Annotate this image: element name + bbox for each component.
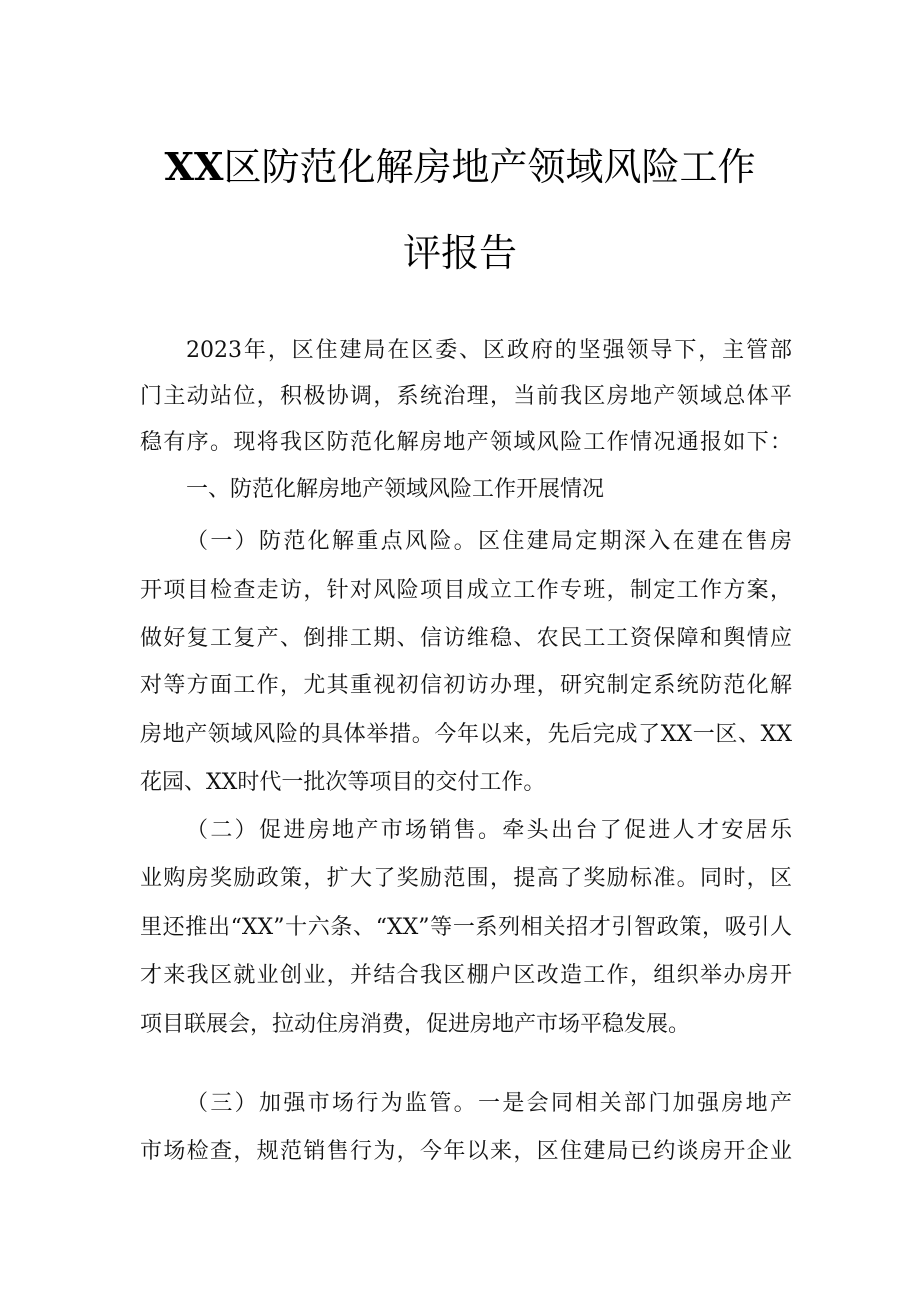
title-prefix: XX <box>164 144 224 189</box>
paragraph-line: 房地产领域风险的具体举措。今年以来，先后完成了XX一区、XX <box>140 722 792 747</box>
paragraph-line: 门主动站位，积极协调，系统治理，当前我区房地产领域总体平 <box>140 384 792 409</box>
paragraph-line: 稳有序。现将我区防范化解房地产领域风险工作情况通报如下： <box>140 430 792 455</box>
paragraph-line: 才来我区就业创业，并结合我区棚户区改造工作，组织举办房开 <box>140 963 792 988</box>
paragraph-line: 对等方面工作，尤其重视初信初访办理，研究制定系统防范化解 <box>140 673 792 698</box>
paragraph-line: 做好复工复产、倒排工期、信访维稳、农民工工资保障和舆情应 <box>140 626 792 651</box>
paragraph-line: 市场检查，规范销售行为，今年以来，区住建局已约谈房开企业 <box>140 1139 792 1164</box>
paragraph-line: 花园、XX时代一批次等项目的交付工作。 <box>140 770 546 795</box>
paragraph-line: 项目联展会，拉动住房消费，促进房地产市场平稳发展。 <box>140 1012 691 1037</box>
paragraph-line: （三）加强市场行为监管。一是会同相关部门加强房地产 <box>186 1091 792 1116</box>
paragraph-line: 业购房奖励政策，扩大了奖励范围，提高了奖励标准。同时，区 <box>140 866 792 891</box>
paragraph-line: （一）防范化解重点风险。区住建局定期深入在建在售房 <box>186 529 792 554</box>
document-title-line-2: 评报告 <box>402 231 517 275</box>
paragraph-line: 2023年，区住建局在区委、区政府的坚强领导下，主管部 <box>186 338 792 363</box>
paragraph-line: 里还推出“XX”十六条、“XX”等一系列相关招才引智政策，吸引人 <box>140 915 792 940</box>
paragraph-line: 开项目检查走访，针对风险项目成立工作专班，制定工作方案， <box>140 578 792 603</box>
title-text: 区防范化解房地产领域风险工作 <box>223 145 756 189</box>
paragraph-line: （二）促进房地产市场销售。牵头出台了促进人才安居乐 <box>186 818 792 843</box>
document-title-line-1 <box>0 136 920 191</box>
section-heading: 一、防范化解房地产领域风险工作开展情况 <box>186 477 605 502</box>
